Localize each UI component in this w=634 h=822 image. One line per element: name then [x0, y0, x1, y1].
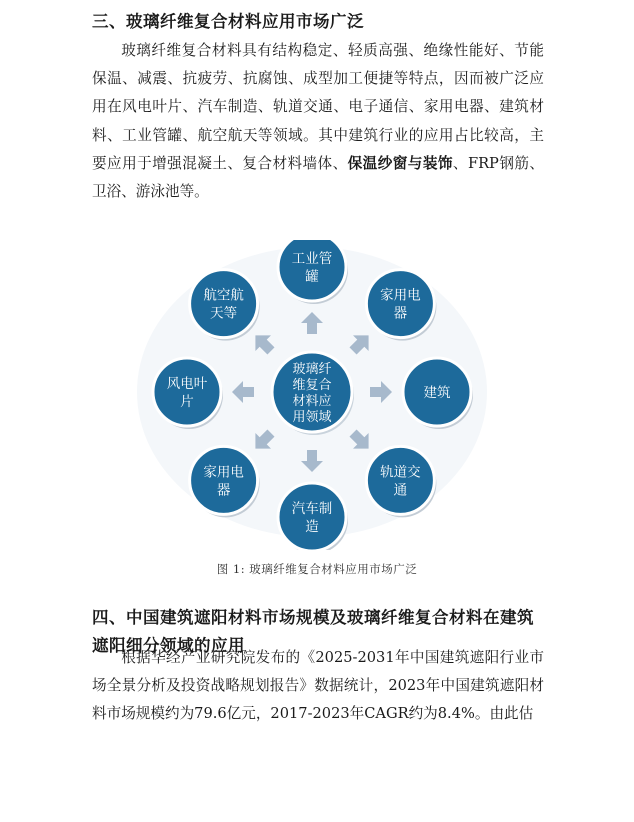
- node-label-line: 片: [180, 394, 194, 410]
- node-label-line: 汽车制: [291, 501, 333, 517]
- node-label-line: 造: [305, 519, 319, 535]
- node-label-line: 家用电: [203, 464, 244, 481]
- node-label-line: 器: [216, 482, 231, 499]
- section3-paragraph: [92, 37, 544, 206]
- node-label-line: 罐: [305, 269, 319, 285]
- center-label-line: 维复合: [292, 378, 332, 393]
- application-node: [366, 446, 436, 517]
- node-label-line: 天等: [210, 305, 238, 322]
- node-label-line: 通: [393, 482, 408, 499]
- application-node: [403, 358, 473, 429]
- node-label-line: 航空航: [203, 287, 244, 304]
- node-label-line: 器: [393, 305, 408, 322]
- section3-heading: 三、玻璃纤维复合材料应用市场广泛: [92, 12, 364, 31]
- diagram-canvas: [120, 240, 520, 550]
- application-node: [190, 270, 260, 341]
- section4-text: 根据华经产业研究院发布的《2025-2031年中国建筑遮阳行业市场全景分析及投资战略规划报告》数据统计，2023年中国建筑遮阳材料市场规模约为79.6亿元，2017-2023年CAGR约为8.4%。由此估: [92, 649, 544, 723]
- application-node: [366, 270, 436, 341]
- section4-heading: 四、中国建筑遮阳材料市场规模及玻璃纤维复合材料在建筑遮阳细分领域的应用: [92, 608, 534, 655]
- figure-caption: 图 1: 玻璃纤维复合材料应用市场广泛: [216, 562, 418, 576]
- application-node: [153, 358, 223, 429]
- application-node: [190, 446, 260, 517]
- center-label-line: 用领域: [292, 410, 332, 425]
- section3-text-a: 玻璃纤维复合材料具有结构稳定、轻质高强、绝缘性能好、节能保温、减震、抗疲劳、抗腐蚀、成型加工便捷等特点，因而被广泛应用在风电叶片、汽车制造、轨道交通、电子通信、家用电器、建筑材料、工业管罐、航空航天等领域。其中建筑行业的应用占比较高，主要应用于增强混凝土、复合材料墙体、: [92, 42, 544, 172]
- section3-text-b: 、FRP钢筋、卫浴、游泳池等。: [92, 154, 544, 201]
- center-label-line: 玻璃纤: [292, 362, 332, 377]
- node-label-line: 轨道交: [380, 464, 421, 481]
- section4-paragraph: [92, 644, 544, 729]
- node-label-line: 家用电: [380, 287, 421, 304]
- section3-bold-text: 保温纱窗与装饰: [347, 154, 453, 172]
- application-diagram: [120, 240, 520, 550]
- node-label-line: 建筑: [423, 385, 451, 401]
- node-label-line: 工业管: [291, 251, 333, 267]
- center-label-line: 材料应: [292, 394, 332, 409]
- application-node: [278, 483, 348, 550]
- node-label-line: 风电叶: [166, 376, 208, 392]
